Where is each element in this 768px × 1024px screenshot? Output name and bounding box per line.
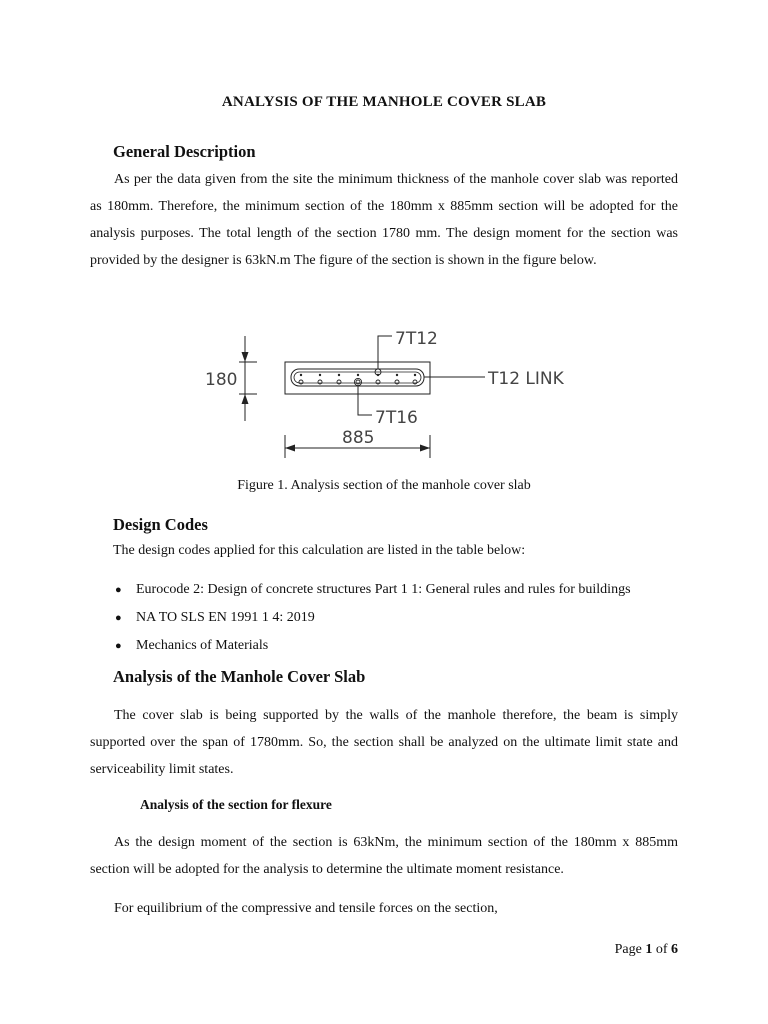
design-codes-lead: The design codes applied for this calculation are listed in the table below: — [113, 543, 526, 558]
heading-design-codes: Design Codes — [113, 515, 208, 534]
bullet-icon: ● — [115, 612, 122, 624]
page-number — [615, 942, 678, 958]
top-bar — [319, 374, 321, 376]
link-stirrup — [291, 369, 424, 386]
page-word: Page — [614, 942, 642, 957]
list-item-text: Mechanics of Materials — [136, 638, 269, 653]
top-bars — [300, 374, 416, 376]
page-current: 1 — [645, 942, 653, 957]
top-bars-leader — [378, 336, 392, 369]
page-total: 6 — [671, 942, 678, 957]
heading-general-description: General Description — [113, 142, 256, 161]
equilibrium-paragraph: For equilibrium of the compressive and tensile forces on the section, — [114, 901, 498, 916]
height-label: 180 — [205, 370, 238, 390]
top-bars-label: 7T12 — [395, 329, 438, 349]
top-bar — [396, 374, 398, 376]
list-item-text: Eurocode 2: Design of concrete structures Part 1 1: General rules and rules for buildings — [136, 582, 631, 597]
list-item-text: NA TO SLS EN 1991 1 4: 2019 — [136, 610, 315, 625]
list-item — [113, 634, 631, 662]
of-word: of — [655, 942, 668, 957]
width-arrow-right — [420, 445, 430, 452]
height-arrow-top — [242, 352, 249, 362]
top-bar — [338, 374, 340, 376]
list-item — [113, 606, 631, 634]
top-bar — [414, 374, 416, 376]
analysis-paragraph: The cover slab is being supported by the walls of the manhole therefore, the beam is simply supported over the span of 1780mm. So, the section shall be analyzed on the ultimate limit state and serviceability limit states. — [90, 708, 678, 777]
width-arrow-left — [285, 445, 295, 452]
flexure-paragraph: As the design moment of the section is 63kNm, the minimum section of the 180mm x 885mm section will be adopted for the analysis to determine the ultimate moment resistance. — [90, 835, 678, 877]
figure-caption: Figure 1. Analysis section of the manhole cover slab — [237, 478, 531, 493]
bullet-icon: ● — [115, 584, 122, 596]
link-stirrup-inner — [294, 372, 421, 383]
design-codes-list — [113, 578, 631, 662]
height-arrow-bottom — [242, 394, 249, 404]
bottom-bars-label: 7T16 — [375, 408, 418, 428]
page-title: ANALYSIS OF THE MANHOLE COVER SLAB — [221, 94, 547, 110]
subheading-flexure: Analysis of the section for flexure — [140, 797, 332, 812]
link-label: T12 LINK — [488, 369, 564, 389]
heading-analysis: Analysis of the Manhole Cover Slab — [113, 667, 366, 686]
list-item — [113, 578, 631, 606]
bottom-bar-callout-ring — [354, 378, 361, 385]
general-description-paragraph: As per the data given from the site the minimum thickness of the manhole cover slab was reported as 180mm. Therefore, the minimum section of the 180mm x 885mm section will be adopted for the analysis purposes. The total length of the section 1780 mm. The design moment for the section was provided by the designer is 63kN.m The figure of the section is shown in the figure below. — [90, 172, 678, 268]
top-bar — [300, 374, 302, 376]
section-figure — [195, 326, 575, 462]
top-bar — [357, 374, 359, 376]
width-label: 885 — [342, 428, 375, 448]
bullet-icon: ● — [115, 640, 122, 652]
bottom-bars-leader — [358, 386, 372, 415]
